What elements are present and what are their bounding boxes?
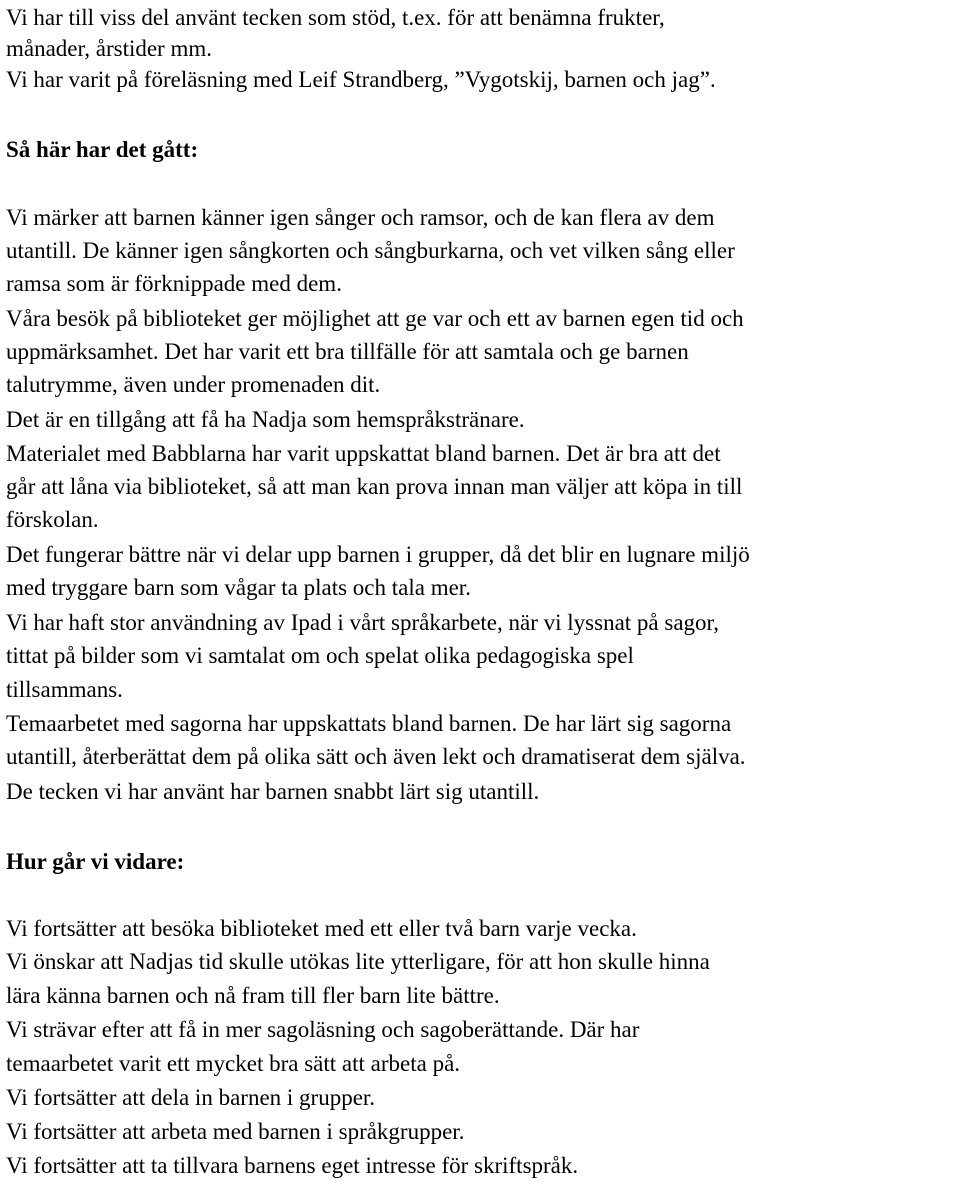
paragraph-line: uppmärksamhet. Det har varit ett bra tillfälle för att samtala och ge barnen bbox=[6, 339, 689, 364]
paragraph-line: talutrymme, även under promenaden dit. bbox=[6, 372, 381, 397]
intro-line: Vi har varit på föreläsning med Leif Strandberg, ”Vygotskij, barnen och jag”. bbox=[6, 67, 716, 92]
paragraph-line: förskolan. bbox=[6, 507, 99, 532]
paragraph-line: Våra besök på biblioteket ger möjlighet att ge var och ett av barnen egen tid och bbox=[6, 306, 744, 331]
paragraph-line: utantill. De känner igen sångkorten och sångburkarna, och vet vilken sång eller bbox=[6, 238, 735, 263]
paragraph-line: Vi fortsätter att ta tillvara barnens eget intresse för skriftspråk. bbox=[6, 1153, 579, 1178]
paragraph-line: temaarbetet varit ett mycket bra sätt att arbeta på. bbox=[6, 1051, 461, 1076]
paragraph-line: Materialet med Babblarna har varit uppskattat bland barnen. Det är bra att det bbox=[6, 441, 721, 466]
paragraph-line: Vi fortsätter att arbeta med barnen i språkgrupper. bbox=[6, 1119, 465, 1144]
intro-line: Vi har till viss del använt tecken som stöd, t.ex. för att benämna frukter, bbox=[6, 5, 665, 30]
paragraph-line: ramsa som är förknippade med dem. bbox=[6, 271, 342, 296]
paragraph-line: Vi märker att barnen känner igen sånger och ramsor, och de kan flera av dem bbox=[6, 205, 715, 230]
paragraph-line: går att låna via biblioteket, så att man kan prova innan man väljer att köpa in till bbox=[6, 474, 743, 499]
paragraph-line: Det är en tillgång att få ha Nadja som hemspråkstränare. bbox=[6, 407, 525, 432]
section-heading-progress: Så här har det gått: bbox=[6, 137, 199, 162]
paragraph-line: tillsammans. bbox=[6, 677, 123, 702]
paragraph-line: Vi fortsätter att besöka biblioteket med ett eller två barn varje vecka. bbox=[6, 916, 637, 941]
paragraph-line: Vi har haft stor användning av Ipad i vårt språkarbete, när vi lyssnat på sagor, bbox=[6, 610, 720, 635]
paragraph-line: Temaarbetet med sagorna har uppskattats bland barnen. De har lärt sig sagorna bbox=[6, 711, 732, 736]
paragraph-line: De tecken vi har använt har barnen snabbt lärt sig utantill. bbox=[6, 779, 540, 804]
paragraph-line: Vi strävar efter att få in mer sagoläsning och sagoberättande. Där har bbox=[6, 1017, 640, 1042]
paragraph-line: Det fungerar bättre när vi delar upp barnen i grupper, då det blir en lugnare miljö bbox=[6, 542, 750, 567]
paragraph-line: utantill, återberättat dem på olika sätt och även lekt och dramatiserat dem själva. bbox=[6, 744, 746, 769]
section-heading-next: Hur går vi vidare: bbox=[6, 849, 185, 874]
paragraph-line: lära känna barnen och nå fram till fler barn lite bättre. bbox=[6, 983, 500, 1008]
intro-line: månader, årstider mm. bbox=[6, 36, 213, 61]
paragraph-line: Vi önskar att Nadjas tid skulle utökas lite ytterligare, för att hon skulle hinna bbox=[6, 949, 710, 974]
paragraph-line: Vi fortsätter att dela in barnen i grupper. bbox=[6, 1085, 376, 1110]
paragraph-line: med tryggare barn som vågar ta plats och tala mer. bbox=[6, 575, 471, 600]
paragraph-line: tittat på bilder som vi samtalat om och spelat olika pedagogiska spel bbox=[6, 643, 634, 668]
